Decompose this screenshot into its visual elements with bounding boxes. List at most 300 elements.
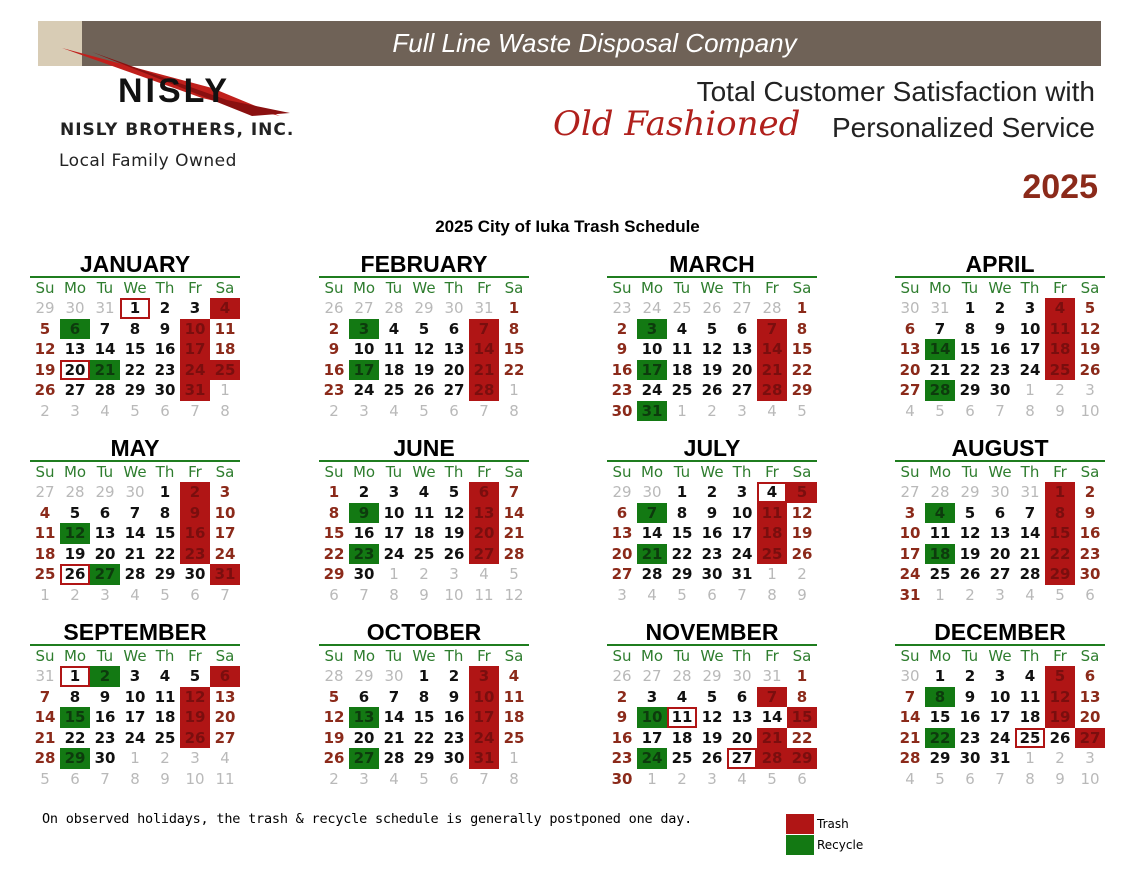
trash-day: 4 <box>1045 298 1075 319</box>
recycle-day: 12 <box>60 523 90 544</box>
day-cell: 1 <box>389 565 399 583</box>
day-cell: 13 <box>989 524 1011 542</box>
day-cell: 2 <box>160 749 170 767</box>
day-cell: 3 <box>189 299 201 317</box>
day-cell: 13 <box>64 340 86 358</box>
day-cell: 5 <box>419 401 429 420</box>
day-cell: 11 <box>671 340 693 358</box>
day-cell: 6 <box>707 585 717 604</box>
recycle-day: 27 <box>90 564 120 585</box>
weekday-label: We <box>412 279 436 297</box>
day-cell: 3 <box>1085 381 1095 399</box>
satisfaction-line: Total Customer Satisfaction with <box>696 76 1095 107</box>
recycle-day: 14 <box>925 339 955 360</box>
weekday-label: Th <box>732 463 752 481</box>
day-cell: 19 <box>701 360 723 379</box>
recycle-day: 21 <box>90 360 120 381</box>
day-cell: 5 <box>797 401 807 420</box>
trash-day: 28 <box>469 380 499 401</box>
day-cell: 27 <box>443 381 465 399</box>
month-name: FEBRUARY <box>319 250 529 278</box>
day-cell: 8 <box>796 687 808 706</box>
day-cell: 17 <box>989 708 1011 726</box>
day-grid <box>607 482 817 605</box>
day-cell: 28 <box>34 749 56 767</box>
day-cell: 27 <box>731 381 753 399</box>
day-cell: 19 <box>413 360 435 379</box>
weekday-label: Tu <box>673 463 691 481</box>
day-cell: 23 <box>701 544 723 563</box>
recycle-day: 15 <box>60 707 90 728</box>
day-cell: 23 <box>959 728 981 747</box>
day-cell: 26 <box>959 565 981 583</box>
month-june <box>319 434 529 605</box>
day-cell: 30 <box>443 749 465 767</box>
day-cell: 7 <box>359 585 369 604</box>
day-cell: 30 <box>384 667 404 685</box>
day-cell: 19 <box>959 544 981 563</box>
weekday-label: Th <box>1020 463 1040 481</box>
day-cell: 16 <box>353 524 375 542</box>
day-cell: 2 <box>965 585 975 604</box>
day-cell: 1 <box>676 483 688 501</box>
day-cell: 7 <box>388 687 400 706</box>
day-cell: 11 <box>474 585 494 604</box>
day-cell: 15 <box>929 708 951 726</box>
trash-day: 15 <box>1045 523 1075 544</box>
tagline: Local Family Owned <box>59 151 237 171</box>
day-cell: 6 <box>797 769 807 788</box>
weekday-label: Sa <box>1080 463 1100 481</box>
day-cell: 5 <box>39 319 51 338</box>
day-cell: 25 <box>34 565 56 583</box>
trash-day: 2 <box>180 482 210 503</box>
holiday-day: 27 <box>727 748 757 769</box>
day-cell: 5 <box>767 769 777 788</box>
day-cell: 6 <box>160 401 170 420</box>
day-cell: 19 <box>791 524 813 542</box>
day-cell: 27 <box>899 381 921 399</box>
month-name: OCTOBER <box>319 618 529 646</box>
day-cell: 1 <box>934 667 946 685</box>
trash-day: 19 <box>1045 707 1075 728</box>
day-cell: 3 <box>646 687 658 706</box>
month-name: MAY <box>30 434 240 462</box>
day-cell: 21 <box>34 728 56 747</box>
day-cell: 1 <box>647 769 657 788</box>
day-cell: 3 <box>359 769 369 788</box>
day-cell: 12 <box>504 585 524 604</box>
day-cell: 31 <box>989 749 1011 767</box>
day-cell: 31 <box>474 299 494 317</box>
day-cell: 12 <box>701 708 723 726</box>
weekday-label: Mo <box>640 647 664 665</box>
day-cell: 6 <box>965 401 975 420</box>
day-cell: 12 <box>959 524 981 542</box>
day-cell: 9 <box>448 687 460 706</box>
day-cell: 16 <box>154 340 176 358</box>
day-cell: 6 <box>994 503 1006 522</box>
day-cell: 9 <box>1055 769 1065 788</box>
trash-day: 18 <box>757 523 787 544</box>
day-cell: 20 <box>1079 708 1101 726</box>
month-august <box>895 434 1105 605</box>
day-cell: 5 <box>1084 299 1096 317</box>
day-cell: 1 <box>40 585 50 604</box>
day-cell: 7 <box>934 319 946 338</box>
day-cell: 24 <box>214 544 236 563</box>
day-cell: 30 <box>1079 565 1101 583</box>
weekday-label: Tu <box>673 647 691 665</box>
trash-day: 27 <box>469 544 499 565</box>
day-cell: 8 <box>418 687 430 706</box>
trash-day: 31 <box>210 564 240 585</box>
day-cell: 15 <box>959 340 981 358</box>
day-cell: 23 <box>1079 544 1101 563</box>
day-cell: 28 <box>503 544 525 563</box>
weekday-label: Fr <box>188 647 202 665</box>
day-cell: 24 <box>642 299 662 317</box>
day-cell: 8 <box>130 769 140 788</box>
day-cell: 4 <box>767 401 777 420</box>
day-cell: 10 <box>214 503 236 522</box>
day-cell: 22 <box>124 360 146 379</box>
weekday-label: Th <box>732 647 752 665</box>
trash-day: 12 <box>1045 687 1075 708</box>
month-september <box>30 618 240 789</box>
trash-day: 12 <box>180 687 210 708</box>
day-cell: 5 <box>328 687 340 706</box>
day-cell: 13 <box>899 340 921 358</box>
day-cell: 27 <box>989 565 1011 583</box>
month-october <box>319 618 529 789</box>
trash-day: 21 <box>469 360 499 381</box>
day-cell: 3 <box>994 667 1006 685</box>
trash-day: 10 <box>180 319 210 340</box>
trash-day: 9 <box>180 503 210 524</box>
day-cell: 6 <box>70 769 80 788</box>
month-january <box>30 250 240 421</box>
day-cell: 5 <box>69 503 81 522</box>
day-cell: 2 <box>707 401 717 420</box>
day-cell: 31 <box>899 585 921 604</box>
day-cell: 12 <box>791 503 813 522</box>
recycle-day: 13 <box>349 707 379 728</box>
trash-day: 14 <box>757 339 787 360</box>
day-cell: 11 <box>503 687 525 706</box>
day-cell: 29 <box>323 565 345 583</box>
weekday-label: Su <box>612 463 632 481</box>
day-cell: 5 <box>1055 585 1065 604</box>
day-cell: 4 <box>676 687 688 706</box>
day-cell: 30 <box>125 483 145 501</box>
day-cell: 10 <box>1080 769 1100 788</box>
day-cell: 4 <box>389 769 399 788</box>
day-cell: 15 <box>791 340 813 358</box>
day-cell: 14 <box>761 708 783 726</box>
month-march <box>607 250 817 421</box>
day-cell: 2 <box>40 401 50 420</box>
day-cell: 2 <box>329 769 339 788</box>
day-cell: 9 <box>160 769 170 788</box>
day-cell: 28 <box>383 749 405 767</box>
day-cell: 9 <box>1084 503 1096 522</box>
day-cell: 7 <box>190 401 200 420</box>
day-cell: 2 <box>1055 749 1065 767</box>
trash-day: 31 <box>469 748 499 769</box>
day-cell: 29 <box>35 299 55 317</box>
day-cell: 2 <box>797 565 807 583</box>
day-cell: 14 <box>1019 524 1041 542</box>
day-cell: 6 <box>449 769 459 788</box>
banner-title: Full Line Waste Disposal Company <box>392 28 797 58</box>
day-cell: 16 <box>443 708 465 726</box>
day-cell: 17 <box>1019 340 1041 358</box>
day-cell: 23 <box>323 381 345 399</box>
day-cell: 28 <box>762 299 782 317</box>
day-cell: 16 <box>323 360 345 379</box>
day-cell: 8 <box>328 503 340 522</box>
day-cell: 30 <box>900 299 920 317</box>
month-november <box>607 618 817 789</box>
day-cell: 30 <box>65 299 85 317</box>
weekday-label: Su <box>324 463 344 481</box>
day-cell: 4 <box>905 769 915 788</box>
day-cell: 20 <box>989 544 1011 563</box>
day-cell: 7 <box>479 769 489 788</box>
day-cell: 24 <box>383 544 405 563</box>
month-name: JULY <box>607 434 817 462</box>
day-cell: 8 <box>508 319 520 338</box>
day-cell: 15 <box>503 340 525 358</box>
trash-day: 4 <box>210 298 240 319</box>
day-cell: 18 <box>671 360 693 379</box>
day-cell: 10 <box>1019 319 1041 338</box>
day-cell: 20 <box>353 728 375 747</box>
weekday-label: Sa <box>504 279 524 297</box>
day-cell: 16 <box>611 360 633 379</box>
day-cell: 2 <box>1084 483 1096 501</box>
weekday-label: We <box>123 463 147 481</box>
weekday-label: Fr <box>765 647 779 665</box>
recycle-day: 8 <box>925 687 955 708</box>
day-cell: 10 <box>353 340 375 358</box>
day-cell: 28 <box>324 667 344 685</box>
day-cell: 4 <box>905 401 915 420</box>
personalized-service: Personalized Service <box>831 112 1095 143</box>
day-cell: 12 <box>323 708 345 726</box>
trash-day: 25 <box>1045 360 1075 381</box>
day-cell: 29 <box>414 299 434 317</box>
day-cell: 22 <box>791 728 813 747</box>
weekday-label: Tu <box>385 463 403 481</box>
day-cell: 21 <box>929 360 951 379</box>
weekday-label: Tu <box>961 279 979 297</box>
day-cell: 10 <box>383 503 405 522</box>
day-cell: 13 <box>214 687 236 706</box>
weekday-label: Th <box>1020 647 1040 665</box>
day-cell: 26 <box>612 667 632 685</box>
day-cell: 6 <box>736 687 748 706</box>
month-april <box>895 250 1105 421</box>
trash-day: 6 <box>210 666 240 687</box>
day-cell: 26 <box>701 749 723 767</box>
day-cell: 5 <box>160 585 170 604</box>
weekday-label: We <box>700 463 724 481</box>
weekday-header <box>895 278 1105 298</box>
weekday-label: We <box>988 647 1012 665</box>
day-cell: 3 <box>388 483 400 501</box>
day-cell: 7 <box>508 483 520 501</box>
day-cell: 5 <box>40 769 50 788</box>
day-cell: 23 <box>989 360 1011 379</box>
weekday-label: Mo <box>928 279 952 297</box>
day-cell: 6 <box>1085 585 1095 604</box>
day-cell: 30 <box>642 483 662 501</box>
day-cell: 3 <box>359 401 369 420</box>
day-cell: 9 <box>616 340 628 358</box>
trash-day: 11 <box>757 503 787 524</box>
day-cell: 20 <box>94 544 116 563</box>
day-cell: 4 <box>159 667 171 685</box>
day-cell: 2 <box>677 769 687 788</box>
recycle-day: 21 <box>637 544 667 565</box>
month-name: JUNE <box>319 434 529 462</box>
day-cell: 27 <box>64 381 86 399</box>
day-cell: 29 <box>791 381 813 399</box>
weekday-label: Fr <box>477 647 491 665</box>
weekday-label: Th <box>732 279 752 297</box>
day-cell: 12 <box>443 503 465 522</box>
day-cell: 15 <box>323 524 345 542</box>
weekday-label: We <box>123 279 147 297</box>
day-cell: 7 <box>39 687 51 706</box>
day-cell: 27 <box>611 565 633 583</box>
day-cell: 5 <box>419 769 429 788</box>
day-cell: 1 <box>796 299 808 317</box>
recycle-day: 31 <box>637 401 667 422</box>
schedule-title: 2025 City of Iuka Trash Schedule <box>435 217 700 236</box>
trash-day: 11 <box>1045 319 1075 340</box>
weekday-label: Mo <box>63 647 87 665</box>
weekday-label: Mo <box>640 463 664 481</box>
weekday-label: Su <box>324 647 344 665</box>
weekday-header <box>30 462 240 482</box>
day-cell: 13 <box>94 524 116 542</box>
recycle-day: 6 <box>60 319 90 340</box>
day-cell: 30 <box>444 299 464 317</box>
weekday-label: Sa <box>215 647 235 665</box>
day-cell: 4 <box>508 667 520 685</box>
recycle-day: 24 <box>637 748 667 769</box>
day-cell: 28 <box>384 299 404 317</box>
day-cell: 15 <box>154 524 176 542</box>
day-cell: 11 <box>929 524 951 542</box>
day-cell: 26 <box>324 299 344 317</box>
day-cell: 20 <box>443 360 465 379</box>
weekday-label: Tu <box>96 279 114 297</box>
weekday-label: Sa <box>1080 279 1100 297</box>
recycle-day: 17 <box>637 360 667 381</box>
day-cell: 29 <box>702 667 722 685</box>
day-cell: 2 <box>616 687 628 706</box>
weekday-header <box>895 646 1105 666</box>
day-cell: 27 <box>214 728 236 747</box>
day-cell: 22 <box>959 360 981 379</box>
day-cell: 6 <box>99 503 111 522</box>
weekday-label: Su <box>900 279 920 297</box>
day-cell: 31 <box>731 565 753 583</box>
weekday-label: Fr <box>188 279 202 297</box>
day-cell: 17 <box>214 524 236 542</box>
day-cell: 5 <box>935 401 945 420</box>
day-cell: 20 <box>731 360 753 379</box>
year-label: 2025 <box>1022 168 1098 206</box>
recycle-day: 18 <box>925 544 955 565</box>
day-cell: 8 <box>1025 401 1035 420</box>
day-grid <box>319 482 529 605</box>
weekday-header <box>30 278 240 298</box>
trash-day: 1 <box>1045 482 1075 503</box>
month-december <box>895 618 1105 789</box>
day-cell: 9 <box>159 319 171 338</box>
trash-day: 14 <box>469 339 499 360</box>
day-cell: 6 <box>1084 667 1096 685</box>
month-name: APRIL <box>895 250 1105 278</box>
day-cell: 27 <box>354 299 374 317</box>
day-cell: 2 <box>358 483 370 501</box>
day-cell: 7 <box>995 769 1005 788</box>
day-cell: 21 <box>383 728 405 747</box>
day-cell: 18 <box>34 544 56 563</box>
legend-recycle-label: Recycle <box>817 838 864 852</box>
day-cell: 3 <box>736 483 748 501</box>
weekday-label: Mo <box>928 647 952 665</box>
day-cell: 11 <box>383 340 405 358</box>
day-cell: 6 <box>358 687 370 706</box>
month-name: AUGUST <box>895 434 1105 462</box>
recycle-day: 7 <box>637 503 667 524</box>
day-cell: 22 <box>323 544 345 563</box>
legend-trash-label: Trash <box>817 817 849 831</box>
day-cell: 28 <box>672 667 692 685</box>
day-cell: 24 <box>353 381 375 399</box>
day-cell: 13 <box>611 524 633 542</box>
day-cell: 5 <box>935 769 945 788</box>
day-cell: 18 <box>671 728 693 747</box>
day-cell: 8 <box>159 503 171 522</box>
day-cell: 17 <box>124 708 146 726</box>
day-cell: 29 <box>154 565 176 583</box>
recycle-day: 29 <box>60 748 90 769</box>
day-cell: 18 <box>383 360 405 379</box>
day-cell: 1 <box>767 565 777 583</box>
day-cell: 23 <box>94 728 116 747</box>
day-cell: 29 <box>960 483 980 501</box>
day-cell: 3 <box>995 585 1005 604</box>
trash-day: 15 <box>787 707 817 728</box>
weekday-label: Mo <box>352 463 376 481</box>
day-cell: 24 <box>641 381 663 399</box>
day-cell: 14 <box>383 708 405 726</box>
trash-day: 5 <box>1045 666 1075 687</box>
day-cell: 14 <box>899 708 921 726</box>
trash-day: 27 <box>1075 728 1105 749</box>
day-cell: 24 <box>1019 360 1041 379</box>
day-cell: 31 <box>35 667 55 685</box>
day-cell: 4 <box>737 769 747 788</box>
day-cell: 22 <box>503 360 525 379</box>
